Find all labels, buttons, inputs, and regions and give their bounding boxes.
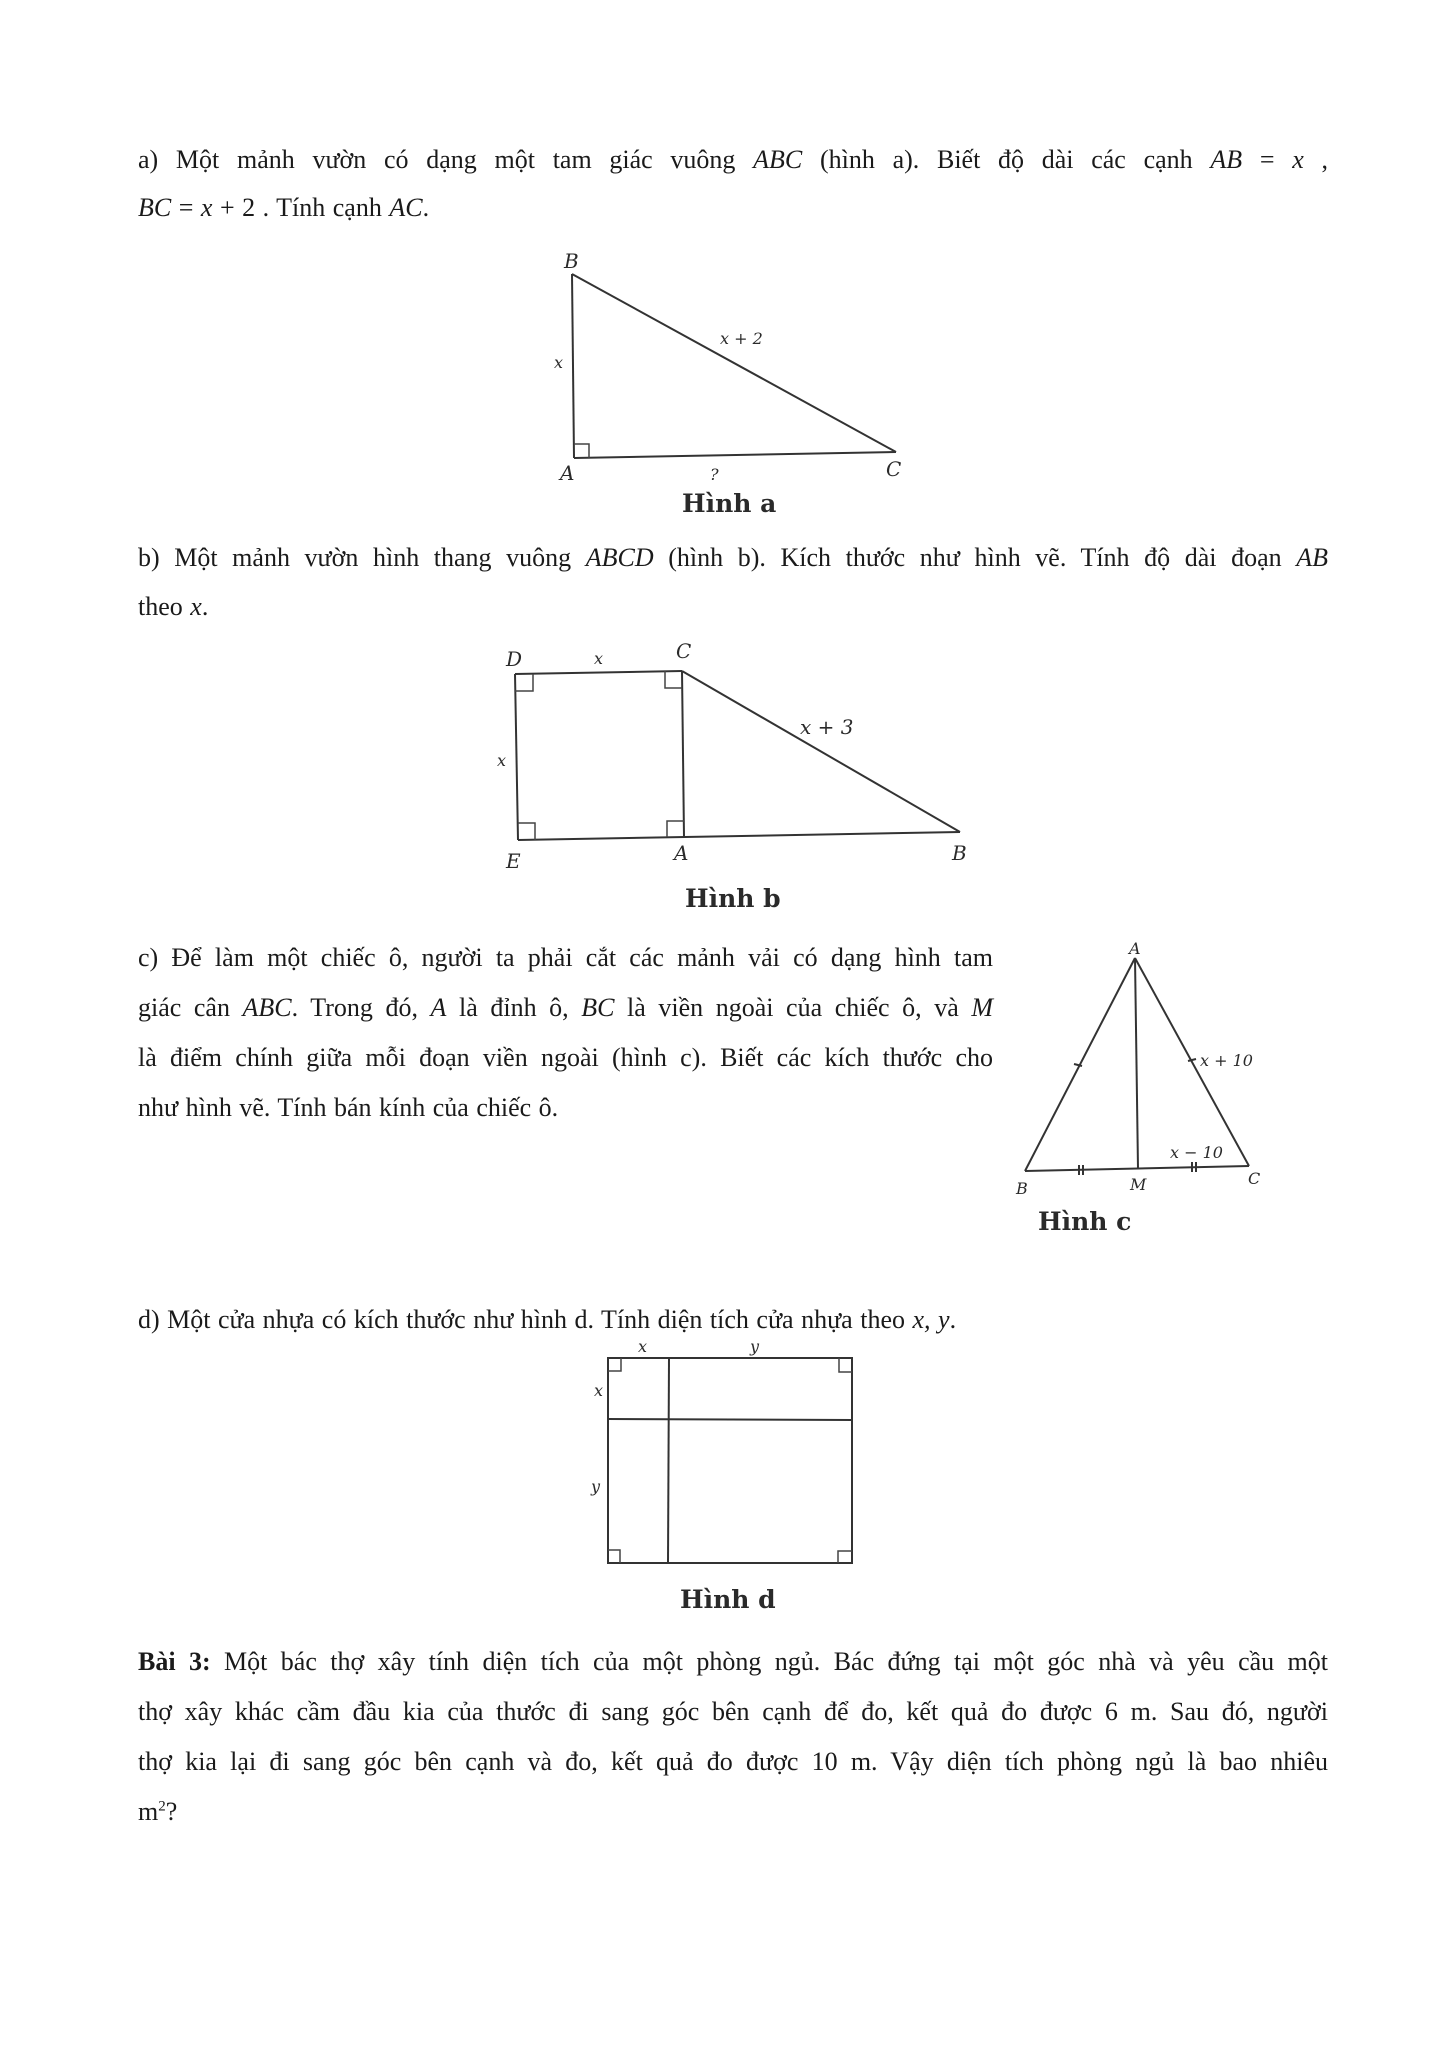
figure-d-diagram <box>580 1330 880 1630</box>
text: m <box>138 1797 159 1826</box>
figure-a-diagram <box>530 240 930 520</box>
part-b-line-2 <box>138 582 208 632</box>
text: theo <box>138 592 191 621</box>
figure-c-caption: Hình c <box>1038 1207 1132 1236</box>
left-top-height-label: x <box>594 1381 604 1400</box>
right-angle-tl <box>608 1358 621 1371</box>
side-dc-label: x <box>594 649 604 668</box>
right-angle-e <box>518 823 535 840</box>
vertex-e-label: E <box>506 849 521 873</box>
door-outline <box>608 1358 852 1563</box>
text: . <box>422 193 430 222</box>
right-angle-br <box>838 1551 852 1563</box>
left-bottom-height-label: y <box>591 1477 601 1496</box>
right-angle-tr <box>839 1358 852 1372</box>
bai3-line-3 <box>138 1737 1328 1787</box>
part-c-line-3 <box>138 1033 993 1083</box>
math-ab: AB <box>1210 145 1243 174</box>
text: . <box>949 1305 957 1334</box>
text: a) Một mảnh vườn có dạng một tam giác vuông <box>138 145 754 174</box>
text: . <box>201 592 209 621</box>
side-ca <box>682 671 684 837</box>
side-mc-label: x − 10 <box>1170 1143 1223 1162</box>
vertex-a-label: A <box>674 841 689 865</box>
part-c-line-1 <box>138 933 993 983</box>
side-ab-label: x <box>554 353 564 372</box>
part-c-line-2 <box>138 983 993 1033</box>
tick-ac <box>1188 1059 1196 1061</box>
exercise-label: Bài 3: <box>138 1647 211 1676</box>
math-abc: ABC <box>242 993 292 1022</box>
vertex-m-label: M <box>1130 1175 1147 1194</box>
right-angle-mark <box>574 444 589 458</box>
figure-d-caption: Hình d <box>680 1585 776 1614</box>
text: Một bác thợ xây tính diện tích của một phòng ngủ. Bác đứng tại một góc nhà và yêu cầu một <box>210 1647 1328 1676</box>
segment-am <box>1135 958 1138 1169</box>
superscript: 2 <box>158 1798 166 1815</box>
part-a-line-1 <box>138 135 1328 185</box>
text: . Trong đó, <box>291 993 431 1022</box>
bai3-line-2 <box>138 1687 1328 1737</box>
math-x: x <box>190 592 202 621</box>
side-ac <box>574 452 896 458</box>
side-ac-label: ? <box>710 465 719 484</box>
horizontal-divider <box>608 1419 852 1420</box>
bai3-line-1 <box>138 1637 1328 1687</box>
text: + 2 . Tính cạnh <box>212 193 390 222</box>
side-dc <box>515 671 682 674</box>
top-left-width-label: x <box>638 1337 648 1356</box>
vertex-b-label: B <box>1016 1179 1028 1198</box>
figure-b-diagram <box>480 630 1000 920</box>
side-ab <box>572 274 574 458</box>
text: ? <box>165 1797 178 1826</box>
side-bc-label: x + 2 <box>720 329 763 348</box>
right-angle-d <box>515 674 533 691</box>
text: giác cân <box>138 993 243 1022</box>
text: , <box>1303 145 1329 174</box>
math-xy: x, y <box>912 1305 950 1334</box>
part-a-line-2 <box>138 183 429 233</box>
top-right-width-label: y <box>750 1337 760 1356</box>
text: là viền ngoài của chiếc ô, và <box>614 993 972 1022</box>
text: c) Để làm một chiếc ô, người ta phải cắt các mảnh vải có dạng hình tam <box>138 943 993 972</box>
vertex-a-label: A <box>1129 939 1141 958</box>
side-cb-label: x + 3 <box>800 715 854 739</box>
vertex-b-label: B <box>952 841 967 865</box>
figure-c-diagram <box>1010 930 1310 1250</box>
right-angle-c <box>665 671 682 688</box>
figure-b-caption: Hình b <box>685 884 781 913</box>
math-bc: BC <box>581 993 615 1022</box>
part-c-line-4 <box>138 1083 558 1133</box>
side-de-label: x <box>497 751 507 770</box>
text: = <box>171 193 201 222</box>
side-ac-label: x + 10 <box>1200 1051 1253 1070</box>
bai3-line-4 <box>138 1787 177 1837</box>
side-bc <box>572 274 896 452</box>
text: thợ xây khác cầm đầu kia của thước đi sang góc bên cạnh để đo, kết quả đo được 6 m. Sau đó, người <box>138 1697 1328 1726</box>
side-de <box>515 674 518 840</box>
math-ab: AB <box>1296 543 1329 572</box>
part-b-line-1 <box>138 533 1328 583</box>
vertex-b-label: B <box>564 249 579 273</box>
figure-d <box>580 1330 880 1630</box>
text: (hình b). Kích thước như hình vẽ. Tính độ dài đoạn <box>653 543 1297 572</box>
vertex-c-label: C <box>676 639 692 663</box>
side-cb <box>682 671 960 832</box>
math-ac: AC <box>389 193 423 222</box>
math-bc: BC <box>138 193 172 222</box>
text: như hình vẽ. Tính bán kính của chiếc ô. <box>138 1093 559 1122</box>
figure-a-caption: Hình a <box>682 489 777 518</box>
text: là điểm chính giữa mỗi đoạn viền ngoài (hình c). Biết các kích thước cho <box>138 1043 993 1072</box>
right-angle-a <box>667 821 684 837</box>
vertex-d-label: D <box>506 647 523 671</box>
text: = <box>1242 145 1293 174</box>
text: (hình a). Biết độ dài các cạnh <box>802 145 1211 174</box>
math-abcd: ABCD <box>585 543 654 572</box>
text: d) Một cửa nhựa có kích thước như hình d. Tính diện tích cửa nhựa theo <box>138 1305 913 1334</box>
math-x: x <box>1292 145 1304 174</box>
text: b) Một mảnh vườn hình thang vuông <box>138 543 586 572</box>
figure-a <box>530 240 930 520</box>
math-abc: ABC <box>753 145 803 174</box>
side-eb <box>518 832 960 840</box>
math-x: x <box>200 193 213 222</box>
math-a: A <box>430 993 447 1022</box>
vertex-a-label: A <box>560 461 575 485</box>
right-angle-bl <box>608 1550 620 1563</box>
figure-b <box>480 630 1000 920</box>
vertex-c-label: C <box>886 457 902 481</box>
vertical-divider <box>668 1358 669 1563</box>
text: là đỉnh ô, <box>446 993 582 1022</box>
math-m: M <box>971 993 993 1022</box>
vertex-c-label: C <box>1248 1169 1261 1188</box>
text: thợ kia lại đi sang góc bên cạnh và đo, kết quả đo được 10 m. Vậy diện tích phòng ngủ là bao nhiêu <box>138 1747 1328 1776</box>
figure-c <box>1010 930 1310 1250</box>
